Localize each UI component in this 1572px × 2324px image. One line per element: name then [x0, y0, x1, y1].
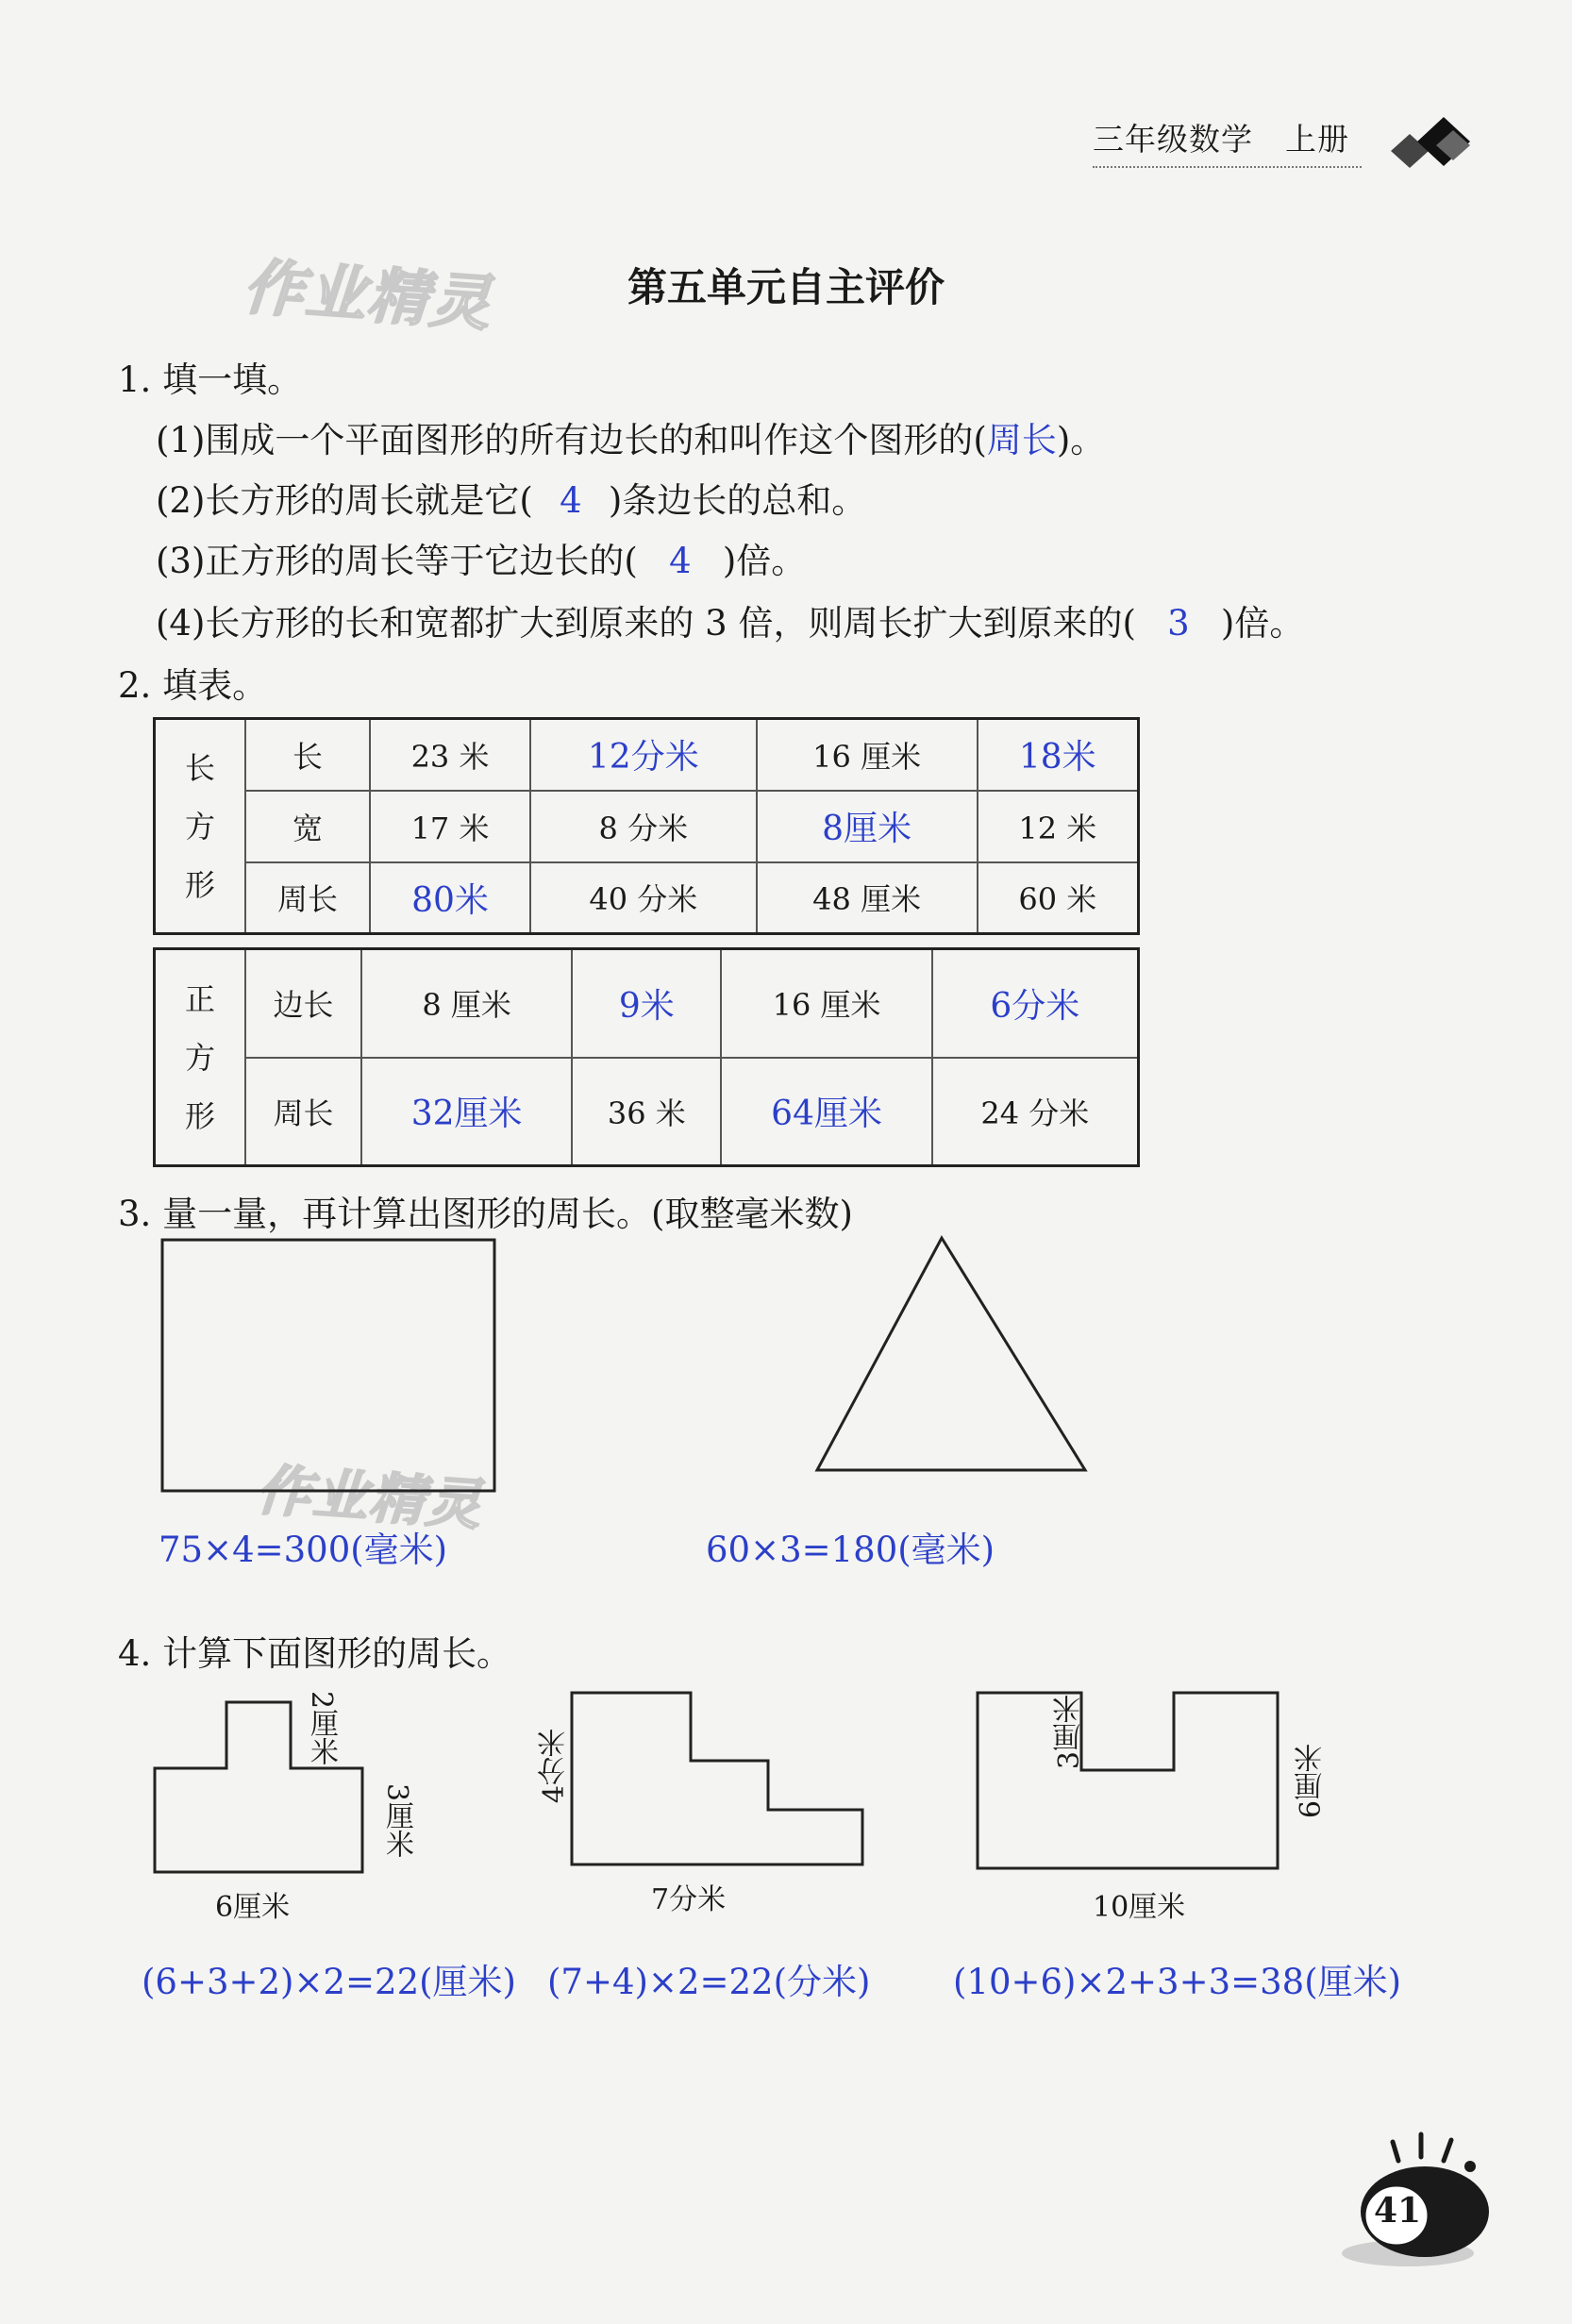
square-table — [153, 947, 1140, 1167]
rect-side-label — [155, 719, 246, 934]
header-title: 三年级数学 上册 — [1093, 121, 1349, 158]
square-side-label — [155, 949, 246, 1166]
table-cell: 17 米 — [370, 791, 530, 862]
table-cell: 40 分米 — [530, 862, 757, 934]
q1-item-1-prefix: (1)围成一个平面图形的所有边长的和叫作这个图形的( — [156, 420, 987, 460]
rect-side-char: 方 — [184, 808, 215, 844]
diamond-decoration-icon — [1378, 106, 1491, 181]
fig2-shape — [572, 1693, 862, 1864]
table-cell: 边长 — [245, 949, 361, 1058]
square-side-char: 形 — [184, 1097, 215, 1134]
watermark: 作业精灵 — [241, 252, 494, 341]
q1-item-2-prefix: (2)长方形的周长就是它( — [156, 480, 533, 521]
page-title: 第五单元自主评价 — [627, 264, 945, 310]
fig3-label-inner: 3厘米 — [1053, 1695, 1086, 1770]
q3-answer-triangle: 60×3=180(毫米) — [706, 1530, 995, 1570]
table-cell: 60 米 — [978, 862, 1139, 934]
rect-side-char: 形 — [184, 866, 215, 903]
q1-item-1 — [156, 411, 1105, 462]
triangle-shape — [817, 1238, 1085, 1470]
fig3-label-bottom: 10厘米 — [1093, 1891, 1186, 1924]
table-cell: 16 厘米 — [757, 719, 978, 791]
fig2-label-bottom: 7分米 — [651, 1883, 727, 1916]
table-cell: 36 米 — [572, 1058, 721, 1166]
square-side-char: 正 — [184, 980, 215, 1017]
q4-heading: 4. 计算下面图形的周长。 — [118, 1633, 512, 1674]
q1-item-2-answer: 4 — [560, 480, 582, 521]
table-cell: 8 厘米 — [361, 949, 572, 1058]
table-cell: 周长 — [245, 862, 370, 934]
fig1-label-side: 3厘米 — [380, 1783, 413, 1859]
q1-item-4-suffix: )倍。 — [1220, 603, 1305, 644]
q1-item-1-answer: 周长 — [986, 420, 1057, 460]
q1-item-2 — [156, 472, 866, 523]
table-cell-answer: 6分米 — [932, 949, 1139, 1058]
table-cell: 宽 — [245, 791, 370, 862]
header-rule — [1093, 166, 1362, 168]
fig1-label-bottom: 6厘米 — [215, 1891, 291, 1924]
rectangle-table — [153, 717, 1140, 935]
q3-heading: 3. 量一量，再计算出图形的周长。(取整毫米数) — [118, 1194, 853, 1234]
fig1-answer: (6+3+2)×2=22(厘米) — [142, 1962, 516, 2002]
q3-answer-rectangle: 75×4=300(毫米) — [159, 1530, 448, 1570]
q1-item-4-prefix: (4)长方形的长和宽都扩大到原来的 3 倍，则周长扩大到原来的( — [156, 603, 1136, 644]
q1-item-4-answer: 3 — [1167, 603, 1190, 644]
q1-item-3 — [156, 532, 806, 583]
fig3-shape — [978, 1693, 1278, 1868]
q2-heading: 2. 填表。 — [118, 665, 268, 706]
fig3-label-right: 6厘米 — [1295, 1744, 1328, 1819]
table-cell-answer: 8厘米 — [757, 791, 978, 862]
rectangle-shape — [162, 1240, 494, 1491]
rect-side-char: 长 — [184, 749, 215, 786]
table-cell: 16 厘米 — [721, 949, 931, 1058]
table-cell: 48 厘米 — [757, 862, 978, 934]
table-cell-answer: 32厘米 — [361, 1058, 572, 1166]
table-cell: 8 分米 — [530, 791, 757, 862]
fig2-answer: (7+4)×2=22(分米) — [547, 1962, 871, 2002]
q1-item-1-suffix: )。 — [1056, 420, 1106, 460]
q1-item-2-suffix: )条边长的总和。 — [608, 480, 867, 521]
table-cell-answer: 18米 — [978, 719, 1139, 791]
q1-item-3-prefix: (3)正方形的周长等于它边长的( — [156, 541, 638, 581]
watermark: 作业精灵 — [254, 1457, 485, 1538]
q1-item-3-answer: 4 — [669, 541, 692, 581]
table-cell-answer: 80米 — [370, 862, 530, 934]
table-cell: 12 米 — [978, 791, 1139, 862]
fig1-label-top: 2厘米 — [305, 1691, 338, 1766]
q1-heading: 1. 填一填。 — [118, 359, 303, 400]
square-side-char: 方 — [184, 1039, 215, 1076]
fig3-answer: (10+6)×2+3+3=38(厘米) — [953, 1962, 1402, 2002]
table-cell-answer: 9米 — [572, 949, 721, 1058]
table-cell: 23 米 — [370, 719, 530, 791]
table-cell: 24 分米 — [932, 1058, 1139, 1166]
page-number: 41 — [1374, 2191, 1422, 2231]
table-cell: 长 — [245, 719, 370, 791]
q1-item-3-suffix: )倍。 — [722, 541, 807, 581]
fig2-label-left: 4分米 — [538, 1729, 571, 1804]
table-cell: 周长 — [245, 1058, 361, 1166]
q1-item-4 — [156, 594, 1304, 645]
table-cell-answer: 64厘米 — [721, 1058, 931, 1166]
table-cell-answer: 12分米 — [530, 719, 757, 791]
q3-figures — [151, 1227, 1113, 1510]
